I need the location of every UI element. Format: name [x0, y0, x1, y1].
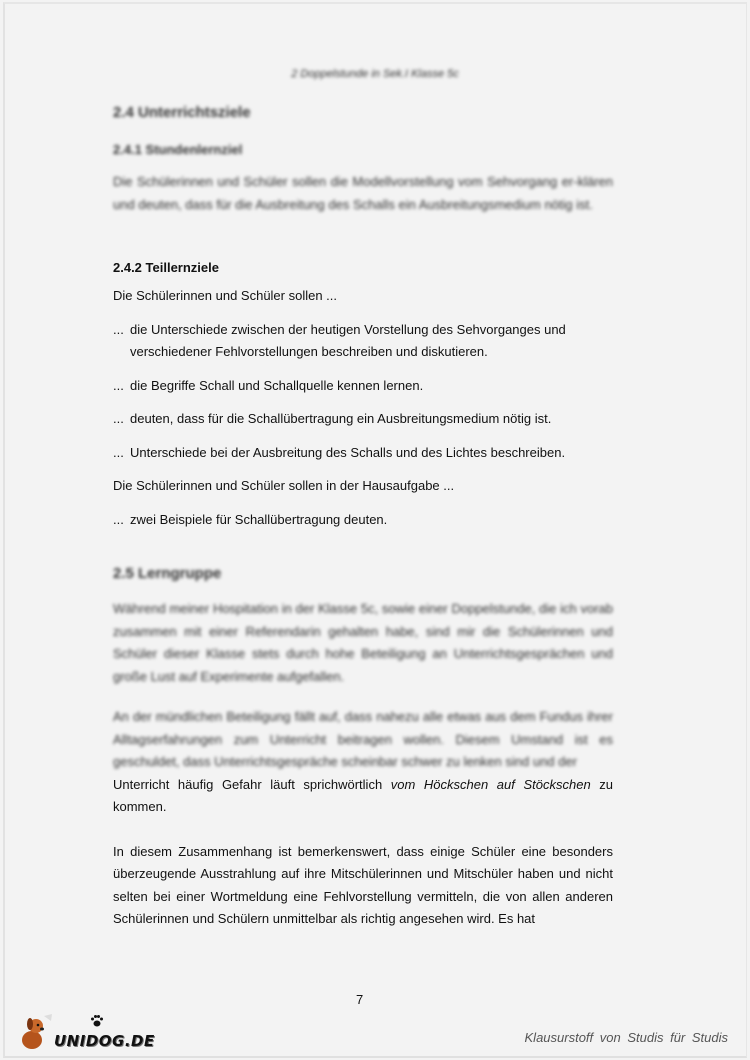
lerngruppe-paragraph-2-end: kommen. — [113, 799, 167, 814]
list-item-text: zwei Beispiele für Schallübertragung deuten. — [130, 511, 388, 527]
dog-mascot-icon — [18, 1012, 54, 1052]
list-item-text: deuten, dass für die Schallübertragung ein Ausbreitungsmedium nötig ist. — [130, 411, 552, 426]
lerngruppe-paragraph-1: Während meiner Hospitation in der Klasse 5c, sowie einer Doppelstunde, die ich vorab zusammen mit einer Referendarin gehalten habe, sind mir die Schülerinnen und Schüler dieser Klasse stets durch hohe Beteiligung an Unterrichtsgesprächen und große Lust auf Experimente aufgefallen. — [113, 601, 613, 684]
heading-lerngruppe: 2.5 Lerngruppe — [113, 565, 222, 582]
section-2-4-2 — [113, 260, 613, 531]
page-number: 7 — [356, 992, 364, 1007]
list-ellipsis: ... — [113, 377, 124, 393]
list-ellipsis: ... — [113, 321, 124, 337]
list-item — [113, 509, 613, 532]
heading-unterrichtsziele: 2.4 Unterrichtsziele — [113, 104, 251, 121]
list-ellipsis: ... — [113, 511, 124, 527]
unidog-logo[interactable] — [18, 1012, 158, 1052]
section-2-5 — [113, 565, 613, 931]
teillernziele-intro: Die Schülerinnen und Schüler sollen ... — [113, 288, 338, 303]
paragraph-2-line4-start: Unterricht häufig Gefahr läuft sprichwörtlich — [113, 776, 391, 792]
paragraph-2-line4-end: zu — [590, 776, 613, 792]
list-ellipsis: ... — [113, 411, 124, 426]
heading-teillernziele: 2.4.2 Teillernziele — [113, 260, 219, 275]
idiom-italic: vom Höckschen auf Stöckschen — [390, 776, 591, 792]
list-item-text: die Unterschiede zwischen der heutigen Vorstellung des Sehvorganges und verschiedener Fehlvorstellungen beschreiben und diskutieren. — [130, 321, 566, 359]
stundenlernziel-text: Die Schülerinnen und Schüler sollen die Modellvorstellung vom Sehvorgang er-klären und deuten, dass für die Ausbreitung des Schalls ein Ausbreitungsmedium nötig ist. — [113, 174, 613, 212]
list-ellipsis: ... — [113, 444, 124, 460]
footer-tagline: Klausurstoff von Studis für Studis — [524, 1030, 728, 1045]
list-item-text: die Begriffe Schall und Schallquelle kennen lernen. — [130, 377, 424, 393]
logo-text: UNIDOG.DE — [54, 1032, 155, 1050]
section-2-4 — [113, 104, 613, 121]
homework-intro: Die Schülerinnen und Schüler sollen in der Hausaufgabe ... — [113, 478, 455, 493]
list-item — [113, 319, 613, 364]
running-header: 2 Doppelstunde in Sek.I Klasse 5c — [291, 68, 459, 80]
list-item — [113, 375, 613, 398]
list-item — [113, 408, 613, 431]
section-2-4-1 — [113, 142, 613, 216]
lerngruppe-paragraph-2-line4 — [113, 774, 613, 797]
paw-icon — [90, 1014, 104, 1028]
heading-stundenlernziel: 2.4.1 Stundenlernziel — [113, 142, 243, 157]
list-item-text: Unterschiede bei der Ausbreitung des Schalls und des Lichtes beschreiben. — [130, 444, 566, 460]
lerngruppe-paragraph-3: In diesem Zusammenhang ist bemerkenswert, dass einige Schüler eine besonders überzeugende Ausstrahlung auf ihre Mitschülerinnen und Mitschüler haben und nicht selten bei einer Wortmeldung eine Fehlvorstellung vermitteln, die von allen anderen Schülerinnen und Schülern unmittelbar als richtig angesehen wird. Es hat — [113, 843, 613, 926]
list-item — [113, 442, 613, 465]
lerngruppe-paragraph-2: An der mündlichen Beteiligung fällt auf, dass nahezu alle etwas aus dem Fundus ihrer Alltagserfahrungen zum Unterricht beitragen wollen. Diesem Umstand ist es geschuldet, dass Unterrichtsgespräche scheinbar schwer zu lenken sind und der — [113, 709, 613, 769]
